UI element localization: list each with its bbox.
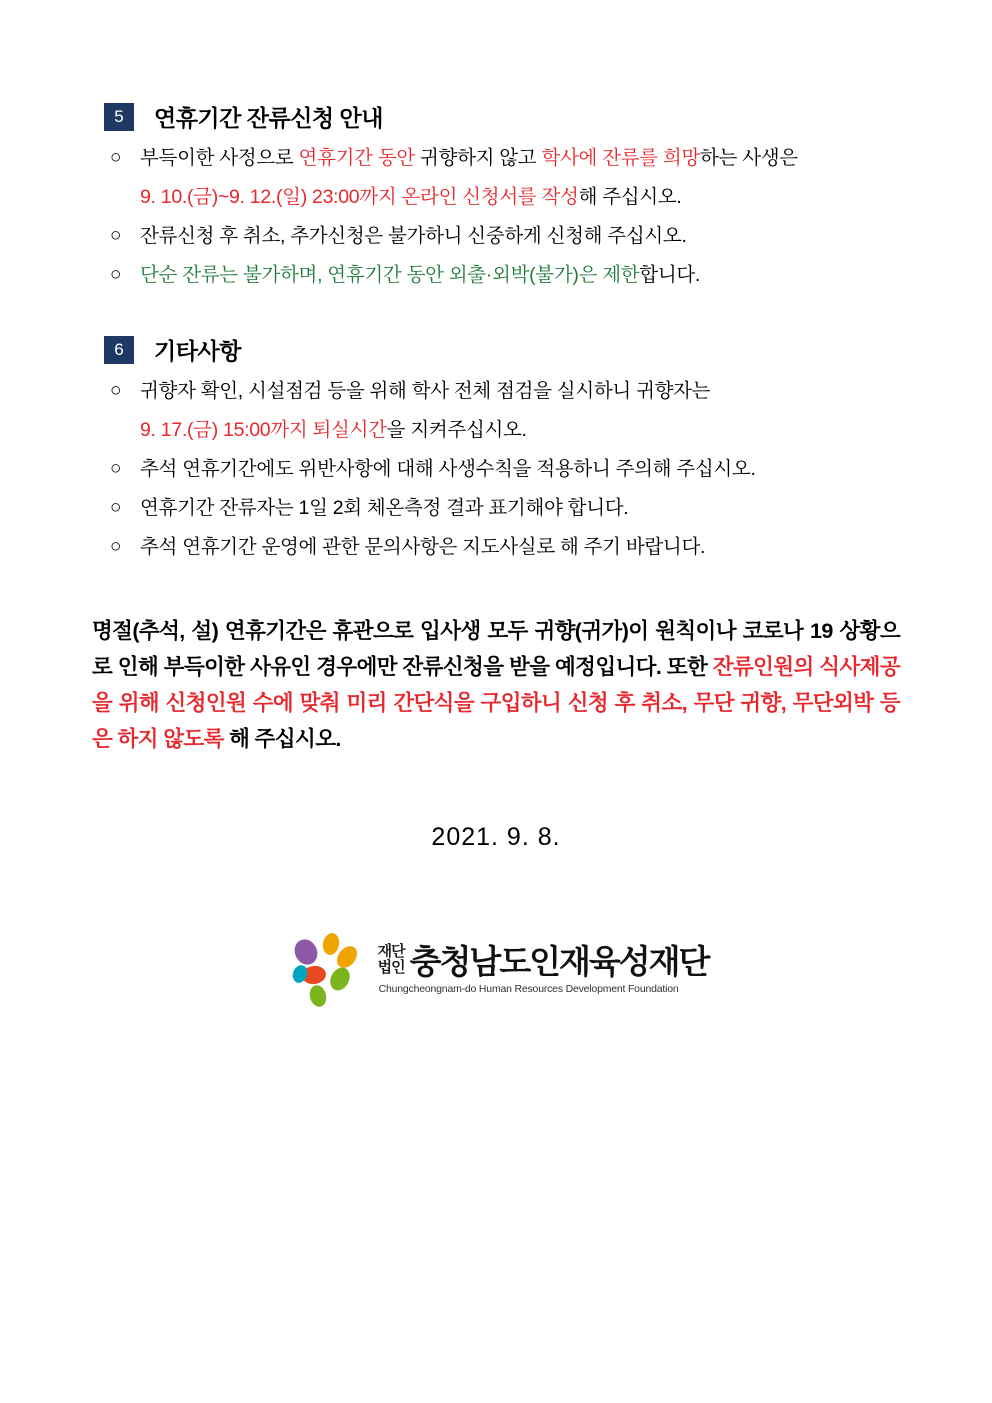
text-run-emphasis: 잔류인원의 식사제공을 위해 신청인원 수에 맞춰 미리 간단식을 구입하니 신청 후 취소, 무단 귀향, 무단외박 등은 하지 않도록 — [92, 655, 900, 751]
logo-name: 충청남도인재육성재단 — [409, 942, 709, 980]
section-spacer — [90, 299, 902, 333]
bullet-circle-icon: ○ — [110, 497, 122, 518]
organization-logo — [90, 930, 902, 1008]
text-run: 해 주십시오. — [578, 186, 682, 208]
section-6-bullet-list — [90, 376, 902, 562]
list-item — [90, 221, 902, 251]
logo-prefix-line-1: 재단 — [377, 942, 405, 960]
section-header-6 — [90, 333, 902, 366]
text-run-emphasis: 9. 17.(금) 15:00까지 퇴실시간 — [140, 419, 387, 441]
list-item-text — [140, 260, 902, 290]
text-run: 추석 연휴기간에도 위반사항에 대해 사생수칙을 적용하니 주의해 주십시오. — [140, 458, 756, 480]
list-item-continuation — [90, 415, 902, 445]
list-item-continuation — [90, 182, 902, 212]
text-run: 추석 연휴기간 운영에 관한 문의사항은 지도사실로 해 주기 바랍니다. — [140, 536, 706, 558]
logo-text-block — [378, 944, 709, 995]
bullet-circle-icon: ○ — [110, 225, 122, 246]
text-run-emphasis: 9. 10.(금)~9. 12.(일) 23:00까지 온라인 신청서를 작성 — [140, 186, 579, 208]
list-item-text — [140, 182, 902, 212]
text-run: 연휴기간 잔류자는 1일 2회 체온측정 결과 표기해야 합니다. — [140, 497, 629, 519]
bullet-circle-icon: ○ — [110, 458, 122, 479]
list-item — [90, 493, 902, 523]
paragraph-spacer — [90, 571, 902, 613]
text-run: 명절(추석, 설) 연휴기간은 휴관으로 입사생 모두 귀향(귀가)이 원칙이나 코로나 19 상황으로 인해 부득이한 사유인 경우에만 잔류신청을 받을 예정입니다. 또한 — [92, 619, 900, 679]
text-run: 을 지켜주십시오. — [386, 419, 527, 441]
list-item-text — [140, 376, 902, 406]
logo-prefix-line-2: 법인 — [377, 958, 405, 976]
logo-name-row — [378, 944, 709, 979]
closing-paragraph — [90, 613, 902, 757]
text-run-emphasis: 연휴기간 동안 — [298, 147, 415, 169]
text-run-emphasis: 학사에 잔류를 희망 — [541, 147, 701, 169]
document-date: 2021. 9. 8. — [431, 823, 561, 851]
section-title: 기타사항 — [154, 338, 241, 364]
list-item-text — [140, 415, 902, 445]
list-item — [90, 376, 902, 406]
foundation-emblem-icon — [284, 930, 370, 1008]
text-run: 귀향자 확인, 시설점검 등을 위해 학사 전체 점검을 실시하니 귀향자는 — [140, 380, 711, 402]
text-run: 부득이한 사정으로 — [140, 147, 299, 169]
indent-spacer — [90, 415, 140, 445]
section-5-bullet-list — [90, 143, 902, 290]
text-run: 합니다. — [639, 264, 701, 286]
section-number-badge: 5 — [104, 103, 134, 131]
list-item-text — [140, 493, 902, 523]
text-run: 하는 사생은 — [700, 147, 798, 169]
text-run: 해 주십시오. — [223, 727, 341, 751]
bullet-circle-icon: ○ — [110, 536, 122, 557]
list-item — [90, 454, 902, 484]
list-item-text — [140, 454, 902, 484]
bullet-circle-icon: ○ — [110, 264, 122, 285]
section-title: 연휴기간 잔류신청 안내 — [154, 105, 383, 131]
indent-spacer — [90, 182, 140, 212]
list-item — [90, 143, 902, 173]
logo-english-name: Chungcheongnam-do Human Resources Development Foundation — [378, 982, 679, 995]
list-item-text — [140, 221, 902, 251]
text-run-emphasis: 단순 잔류는 불가하며, 연휴기간 동안 외출·외박(불가)은 제한 — [140, 264, 640, 286]
logo-prefix — [378, 944, 405, 976]
section-header-5 — [90, 100, 902, 133]
text-run: 귀향하지 않고 — [414, 147, 542, 169]
list-item — [90, 260, 902, 290]
list-item-text — [140, 143, 902, 173]
bullet-circle-icon: ○ — [110, 147, 122, 168]
section-number-badge: 6 — [104, 336, 134, 364]
list-item-text — [140, 532, 902, 562]
list-item — [90, 532, 902, 562]
bullet-circle-icon: ○ — [110, 380, 122, 401]
text-run: 잔류신청 후 취소, 추가신청은 불가하니 신중하게 신청해 주십시오. — [140, 225, 687, 247]
